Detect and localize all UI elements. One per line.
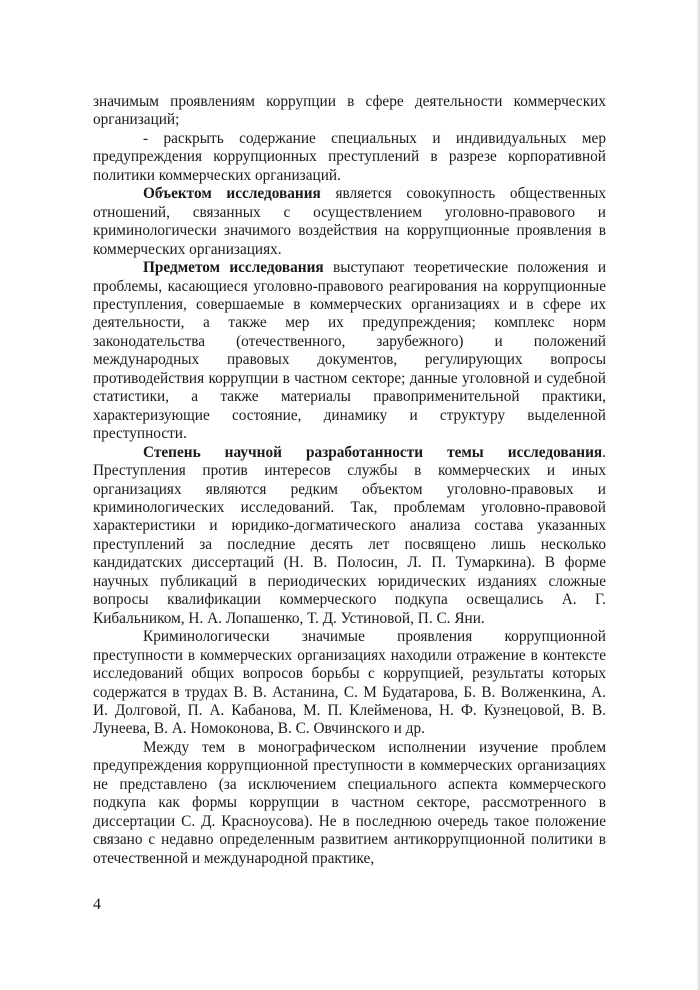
degree-text: . Преступления против интересов службы в коммерческих и иных организациях являются редким объектом уголовно-правовых и криминологических исследований. Так, проблемам уголовно-правовой характеристики и юридико-догматического анализа состава указанных преступлений за последние десять лет посвящено лишь несколько кандидатских диссертаций (Н. В. Полосин, Л. П. Тумаркина). В форме научных публикаций в периодических юридических изданиях сложные вопросы квалификации коммерческого подкупа освещались А. Г. Кибальником, Н. А. Лопашенко, Т. Д. Устиновой, П. С. Яни. (93, 443, 606, 627)
page-body (93, 93, 606, 868)
subject-heading: Предметом исследования (143, 259, 324, 277)
object-heading: Объектом исследования (143, 185, 321, 203)
degree-heading: Степень научной разработанности темы исследования (143, 443, 603, 461)
page-number: 4 (93, 896, 101, 913)
paragraph-1: значимым проявлениям коррупции в сфере деятельности коммерческих организаций; (93, 93, 606, 129)
paragraph-2: - раскрыть содержание специальных и индивидуальных мер предупреждения коррупционных преступлений в разрезе корпоративной политики коммерческих организаций. (93, 129, 606, 184)
paragraph-object (93, 185, 606, 259)
page-edge-shadow (696, 0, 700, 990)
subject-text: выступают теоретические положения и проблемы, касающиеся уголовно-правового реагирования на коррупционные преступления, совершаемые в коммерческих организациях и в сфере их деятельности, а также мер их предупреждения; комплекс норм законодательства (отечественного, зарубежного) и положений международных правовых документов, регулирующих вопросы противодействия коррупции в частном секторе; данные уголовной и судебной статистики, а также материалы правоприменительной практики, характеризующие состояние, динамику и структуру выделенной преступности. (93, 259, 607, 443)
paragraph-criminology: Криминологически значимые проявления коррупционной преступности в коммерческих организациях находили отражение в контексте исследований общих вопросов борьбы с коррупцией, результаты которых содержатся в трудах В. В. Астанина, С. М Будатарова, Б. В. Волженкина, А. И. Долговой, П. А. Кабанова, М. П. Клейменова, Н. Ф. Кузнецовой, В. В. Лунеева, В. А. Номоконова, В. С. Овчинского и др. (93, 628, 606, 738)
paragraph-monograph: Между тем в монографическом исполнении изучение проблем предупреждения коррупционной преступности в коммерческих организациях не представлено (за исключением специального аспекта коммерческого подкупа как формы коррупции в частном секторе, рассмотренного в диссертации С. Д. Красноусова). Не в последнюю очередь такое положение связано с недавно определенным развитием антикоррупционной политики в отечественной и международной практике, (93, 738, 606, 867)
paragraph-degree (93, 444, 606, 629)
object-text: является совокупность общественных отношений, связанных с осуществлением уголовно-правового и криминологически значимого воздействия на коррупционные проявления в коммерческих организациях. (93, 185, 607, 258)
paragraph-subject (93, 259, 606, 444)
